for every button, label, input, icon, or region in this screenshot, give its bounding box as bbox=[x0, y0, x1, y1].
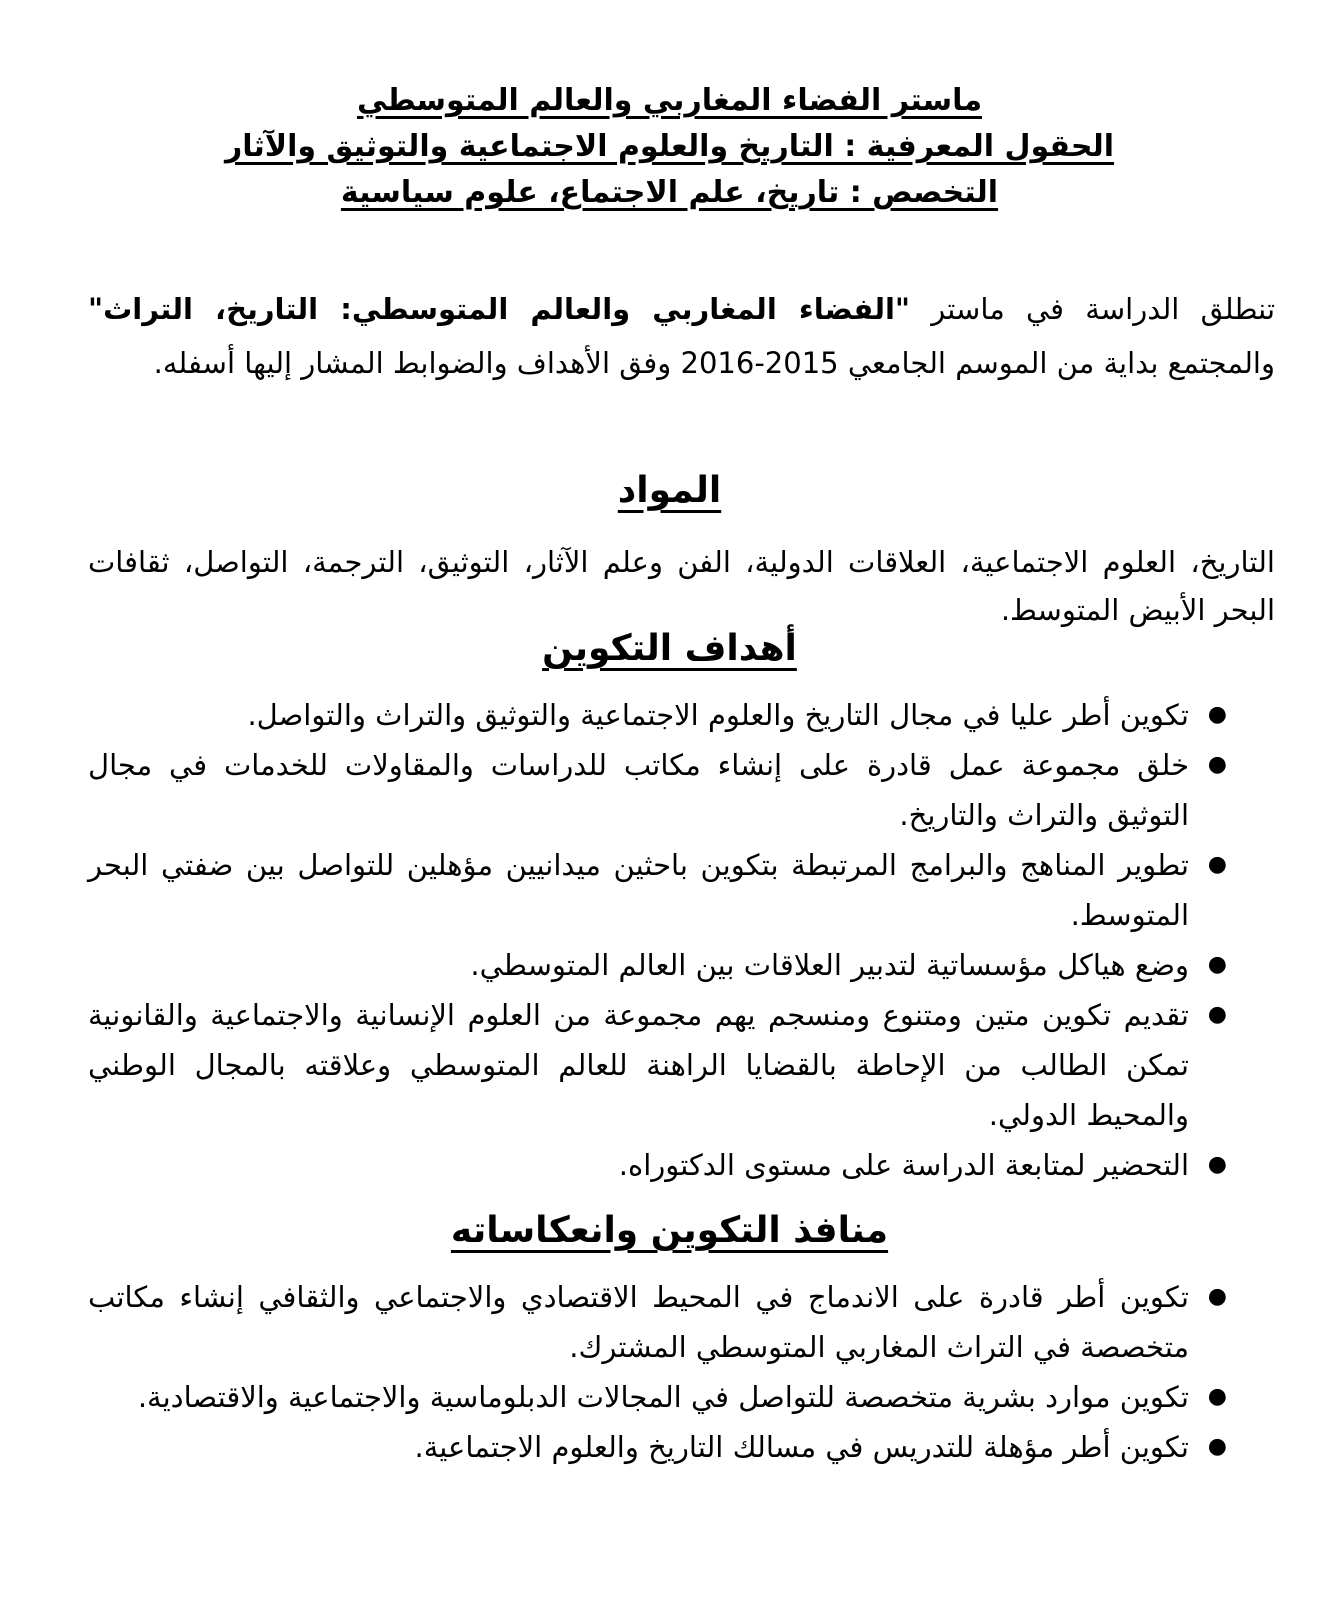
intro-after: والمجتمع بداية من الموسم الجامعي 2015-2016 وفق الأهداف والضوابط المشار إليها أسفله. bbox=[153, 346, 1275, 380]
materials-text: التاريخ، العلوم الاجتماعية، العلاقات الدولية، الفن وعلم الآثار، التوثيق، الترجمة، التواصل، ثقافات البحر الأبيض المتوسط. bbox=[88, 545, 1275, 627]
materials-heading: المواد bbox=[617, 470, 722, 511]
outlet-text: تكوين موارد بشرية متخصصة للتواصل في المجالات الدبلوماسية والاجتماعية والاقتصادية. bbox=[137, 1380, 1189, 1414]
list-item bbox=[88, 990, 1227, 1140]
bullet-icon: ● bbox=[1207, 752, 1227, 777]
intro-paragraph bbox=[88, 282, 1275, 390]
list-item bbox=[88, 740, 1227, 840]
outlet-text: تكوين أطر مؤهلة للتدريس في مسالك التاريخ والعلوم الاجتماعية. bbox=[414, 1430, 1189, 1464]
bullet-icon: ● bbox=[1207, 952, 1227, 977]
objectives-heading: أهداف التكوين bbox=[542, 628, 797, 669]
objective-text: تطوير المناهج والبرامج المرتبطة بتكوين باحثين ميدانيين مؤهلين للتواصل بين ضفتي البحر المتوسط. bbox=[88, 848, 1189, 932]
list-item bbox=[88, 1422, 1227, 1472]
outlets-list bbox=[88, 1272, 1227, 1472]
list-item bbox=[88, 1372, 1227, 1422]
list-item bbox=[88, 840, 1227, 940]
objective-text: وضع هياكل مؤسساتية لتدبير العلاقات بين العالم المتوسطي. bbox=[470, 948, 1189, 982]
list-item bbox=[88, 1272, 1227, 1372]
objective-text: تقديم تكوين متين ومتنوع ومنسجم يهم مجموعة من العلوم الإنسانية والاجتماعية والقانونية تمكن الطالب من الإحاطة بالقضايا الراهنة للعالم المتوسطي وعلاقته بالمجال الوطني والمحيط الدولي. bbox=[88, 998, 1189, 1132]
bullet-icon: ● bbox=[1207, 1384, 1227, 1409]
bullet-icon: ● bbox=[1207, 702, 1227, 727]
intro-before: تنطلق الدراسة في ماستر bbox=[910, 292, 1276, 326]
bullet-icon: ● bbox=[1207, 1152, 1227, 1177]
objective-text: خلق مجموعة عمل قادرة على إنشاء مكاتب للدراسات والمقاولات للخدمات في مجال التوثيق والتراث والتاريخ. bbox=[88, 748, 1189, 832]
objectives-list bbox=[88, 690, 1227, 1190]
objective-text: تكوين أطر عليا في مجال التاريخ والعلوم الاجتماعية والتوثيق والتراث والتواصل. bbox=[247, 698, 1189, 732]
document-header bbox=[120, 78, 1219, 216]
intro-bold: "الفضاء المغاربي والعالم المتوسطي: التاريخ، التراث" bbox=[88, 292, 911, 326]
objective-text: التحضير لمتابعة الدراسة على مستوى الدكتوراه. bbox=[618, 1148, 1189, 1182]
list-item bbox=[88, 940, 1227, 990]
list-item bbox=[88, 1140, 1227, 1190]
specialization: التخصص : تاريخ، علم الاجتماع، علوم سياسية bbox=[340, 175, 999, 210]
outlet-text: تكوين أطر قادرة على الاندماج في المحيط الاقتصادي والاجتماعي والثقافي إنشاء مكاتب متخصصة في التراث المغاربي المتوسطي المشترك. bbox=[88, 1280, 1189, 1364]
outlets-heading: منافذ التكوين وانعكاساته bbox=[450, 1210, 889, 1251]
list-item bbox=[88, 690, 1227, 740]
bullet-icon: ● bbox=[1207, 852, 1227, 877]
bullet-icon: ● bbox=[1207, 1434, 1227, 1459]
knowledge-fields: الحقول المعرفية : التاريخ والعلوم الاجتماعية والتوثيق والآثار bbox=[224, 129, 1115, 164]
master-title: ماستر الفضاء المغاربي والعالم المتوسطي bbox=[356, 83, 983, 118]
bullet-icon: ● bbox=[1207, 1002, 1227, 1027]
bullet-icon: ● bbox=[1207, 1284, 1227, 1309]
